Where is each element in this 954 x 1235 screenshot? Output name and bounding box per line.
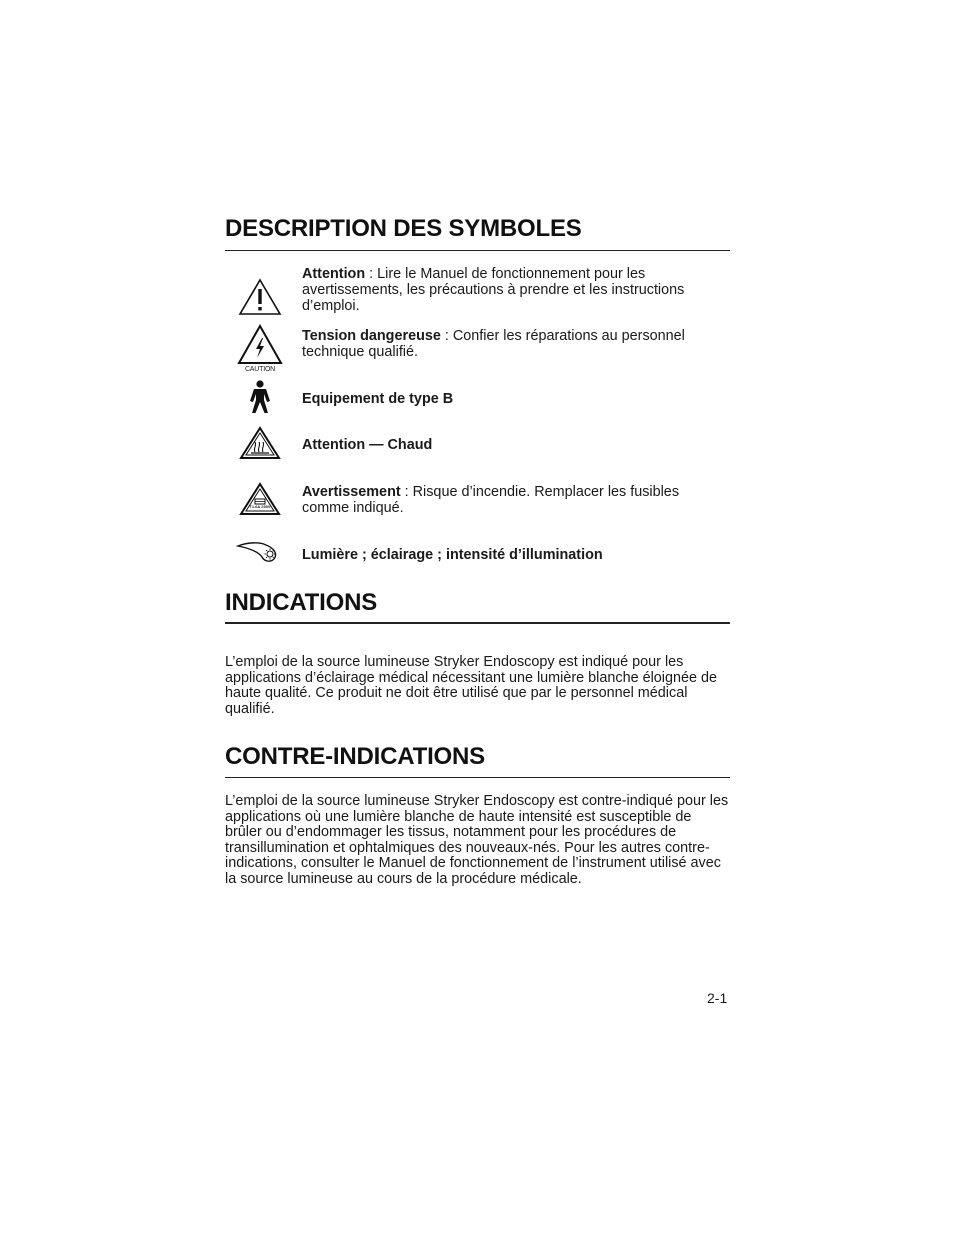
symbol-text-hot bbox=[302, 437, 730, 453]
high-voltage-caution-icon bbox=[233, 324, 287, 374]
hot-surface-icon bbox=[233, 426, 287, 460]
fuse-warning-icon bbox=[233, 482, 287, 516]
type-b-equipment-icon bbox=[233, 380, 287, 414]
symbols-section-title: DESCRIPTION DES SYMBOLES bbox=[225, 215, 582, 242]
caution-caption: CAUTION bbox=[244, 366, 276, 373]
indications-section-title: INDICATIONS bbox=[225, 589, 378, 616]
symbol-text-attention bbox=[302, 266, 730, 314]
symbol-term: Tension dangereuse bbox=[302, 328, 441, 344]
symbol-desc: : Lire le Manuel de fonctionnement pour les avertissements, les précautions à prendre et les instructions d’emploi. bbox=[302, 266, 685, 314]
contraindications-section-title: CONTRE-INDICATIONS bbox=[225, 743, 485, 770]
symbol-desc: : Confier les réparations au personnel technique qualifié. bbox=[302, 328, 685, 360]
fuse-rating-caption: T1.6A 250V bbox=[249, 504, 271, 509]
light-illumination-icon bbox=[233, 540, 287, 564]
contraindications-body: L’emploi de la source lumineuse Stryker Endoscopy est contre-indiqué pour les applications où une lumière blanche de haute intensité est susceptible de brûler ou d’endommager les tissus, notamment pour les procédures de transillumination et ophtalmiques des nouveaux-nés. Pour les autres contre-indications, consulter le Manuel de fonctionnement de l’instrument utilisé avec la source lumineuse au cours de la procédure médicale. bbox=[225, 793, 729, 887]
symbol-text-high-voltage bbox=[302, 328, 730, 360]
symbol-term: Attention bbox=[302, 266, 366, 282]
symbol-text-fuse bbox=[302, 484, 730, 516]
symbol-text-light bbox=[302, 547, 730, 563]
symbol-term: Avertissement bbox=[302, 484, 401, 500]
symbol-term: Attention — Chaud bbox=[302, 437, 433, 453]
symbol-desc: : Risque d’incendie. Remplacer les fusibles comme indiqué. bbox=[302, 484, 680, 516]
indications-body: L’emploi de la source lumineuse Stryker Endoscopy est indiqué pour les applications d’éclairage médical nécessitant une lumière blanche éloignée de haute qualité. Ce produit ne doit être utilisé que par le personnel médical qualifié. bbox=[225, 654, 717, 717]
symbol-term: Equipement de type B bbox=[302, 391, 454, 407]
page-number: 2-1 bbox=[707, 990, 728, 1006]
symbol-text-type-b bbox=[302, 391, 730, 407]
contraindications-title-rule bbox=[225, 777, 730, 778]
indications-title-rule bbox=[225, 622, 730, 624]
symbol-term: Lumière ; éclairage ; intensité d’illumination bbox=[302, 547, 603, 563]
warning-triangle-icon bbox=[233, 278, 287, 316]
symbols-title-rule bbox=[225, 250, 730, 251]
